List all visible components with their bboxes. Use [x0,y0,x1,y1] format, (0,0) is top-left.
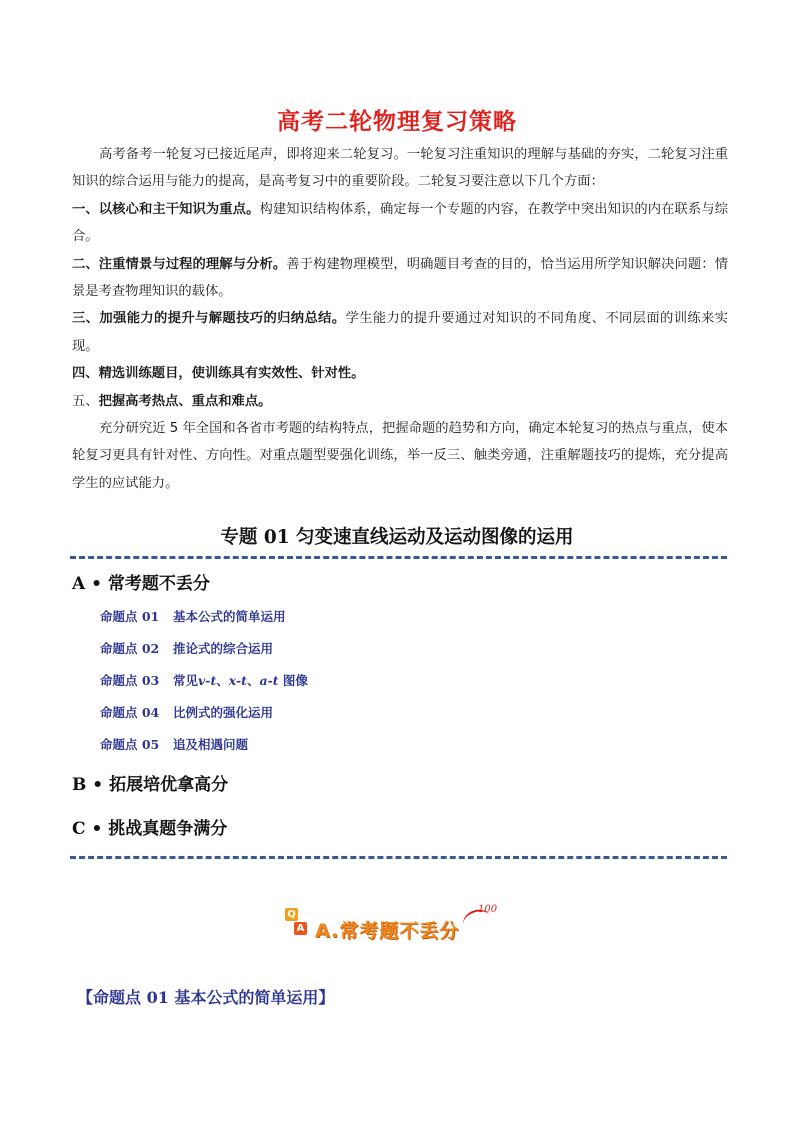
page-title: 高考二轮物理复习策略 [277,109,517,135]
proposition-heading: 【命题点 01 基本公式的简单运用】 [77,988,335,1007]
section-c-heading: C • 挑战真题争满分 [72,819,228,839]
proposition-item[interactable]: 命题点 03 常见v-t、x-t、a-t 图像 [100,673,308,688]
proposition-item[interactable]: 命题点 02 推论式的综合运用 [100,641,274,656]
point-2: 二、注重情景与过程的理解与分析。善于构建物理模型，明确题目考查的目的，恰当运用所学知识解决问题：情景是考查物理知识的载体。 [72,256,728,300]
proposition-item[interactable]: 命题点 05 追及相遇问题 [100,737,249,752]
section-b-heading: B • 拓展培优拿高分 [72,775,229,795]
dashed-divider [70,856,727,859]
banner-title: A.常考题不丢分 [315,920,460,942]
dashed-divider [70,556,727,559]
point-4: 四、精选训练题目，使训练具有实效性、针对性。 [72,366,365,382]
q-icon: Q [285,908,298,921]
intro-text [72,141,728,497]
topic-title: 专题 01 匀变速直线运动及运动图像的运用 [220,527,574,548]
a-icon: A [294,922,307,935]
proposition-item[interactable]: 命题点 04 比例式的强化运用 [100,705,274,720]
proposition-item[interactable]: 命题点 01 基本公式的简单运用 [100,609,286,624]
score-badge: 100 [478,904,498,915]
conclusion-paragraph: 充分研究近 5 年全国和各省市考题的结构特点，把握命题的趋势和方向，确定本轮复习的热点与重点，使本轮复习更具有针对性、方向性。对重点题型要强化训练，举一反三、触类旁通，注重解题技巧的提炼，充分提高学生的应试能力。 [72,421,728,491]
intro-paragraph: 高考备考一轮复习已接近尾声，即将迎来二轮复习。一轮复习注重知识的理解与基础的夯实，二轮复习注重知识的综合运用与能力的提高，是高考复习中的重要阶段。二轮复习要注意以下几个方面： [72,147,728,190]
point-3: 三、加强能力的提升与解题技巧的归纳总结。学生能力的提升要通过对知识的不同角度、不同层面的训练来实现。 [72,311,729,354]
section-a-heading: A • 常考题不丢分 [72,574,210,594]
proposition-list [100,607,308,767]
section-a-banner [285,904,510,944]
point-5: 五、把握高考热点、重点和难点。 [72,393,272,409]
point-1: 一、以核心和主干知识为重点。构建知识结构体系，确定每一个专题的内容，在教学中突出知识的内在联系与综合。 [72,201,729,245]
